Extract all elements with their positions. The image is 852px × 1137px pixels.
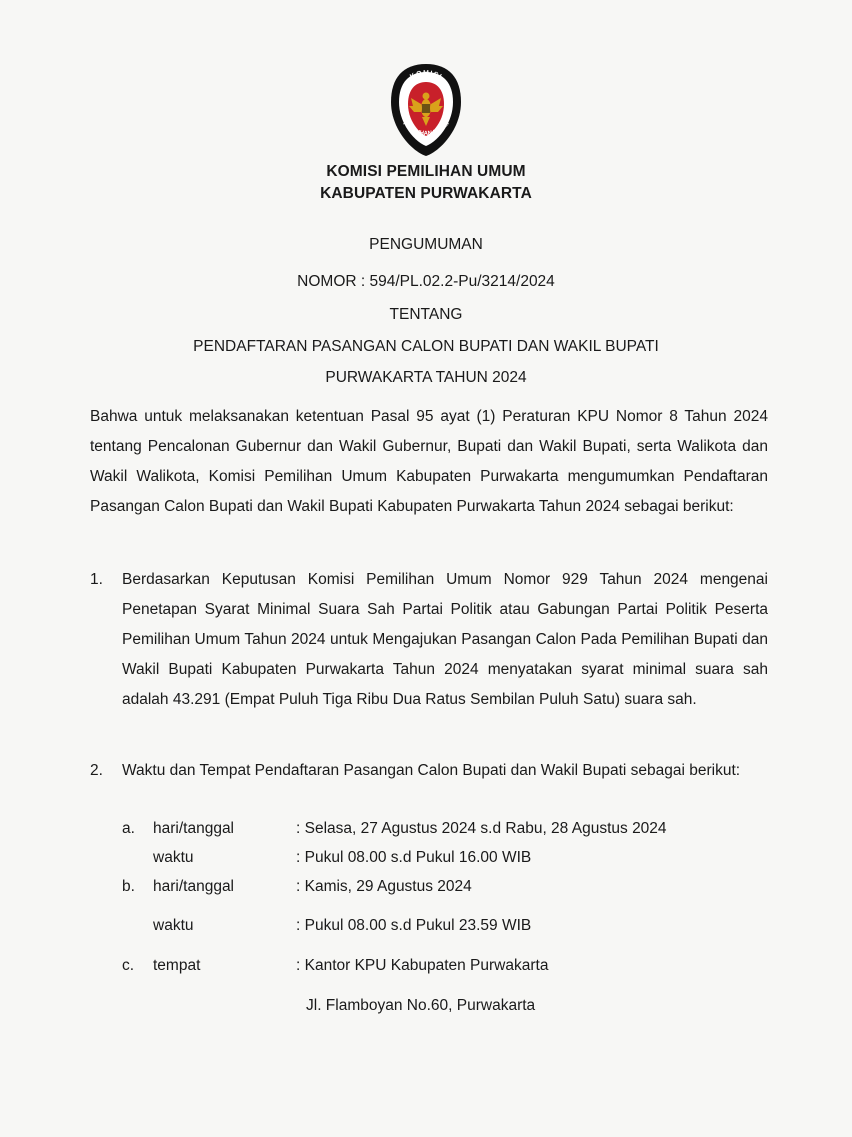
list-item-text: Waktu dan Tempat Pendaftaran Pasangan Calon Bupati dan Wakil Bupati sebagai berikut: [122,762,741,779]
org-name-line2: KABUPATEN PURWAKARTA [320,185,532,202]
doc-subject-line1: PENDAFTARAN PASANGAN CALON BUPATI DAN WAKIL BUPATI [193,338,659,355]
schedule-address: Jl. Flamboyan No.60, Purwakarta [306,997,536,1014]
schedule-value: : Kantor KPU Kabupaten Purwakarta [296,957,549,974]
doc-type: PENGUMUMAN [369,236,483,253]
kpu-logo [387,62,465,158]
schedule-label: tempat [153,957,201,974]
schedule-value: : Kamis, 29 Agustus 2024 [296,878,472,895]
schedule-letter: b. [122,878,135,895]
logo-text-top: KOMISI [409,69,444,82]
list-item-number: 1. [90,571,103,588]
doc-subject-line2: PURWAKARTA TAHUN 2024 [325,369,527,386]
schedule-letter: c. [122,957,135,974]
schedule-label: waktu [153,849,194,866]
doc-about: TENTANG [389,306,463,323]
list-item-number: 2. [90,762,103,779]
list-item [90,565,768,715]
schedule-label: hari/tanggal [153,878,235,895]
schedule-value: : Pukul 08.00 s.d Pukul 16.00 WIB [296,849,532,866]
logo-text-bottom: PEMILIHAN UMUM [401,120,451,138]
schedule-value: : Pukul 08.00 s.d Pukul 23.59 WIB [296,917,532,934]
schedule-value: : Selasa, 27 Agustus 2024 s.d Rabu, 28 Agustus 2024 [296,820,667,837]
org-name-line1: KOMISI PEMILIHAN UMUM [326,163,526,180]
list-item-text: Berdasarkan Keputusan Komisi Pemilihan Umum Nomor 929 Tahun 2024 mengenai Penetapan Syarat Minimal Suara Sah Partai Politik atau Gabungan Partai Politik Peserta Pemilihan Umum Tahun 2024 untuk Mengajukan Pasangan Calon Pada Pemilihan Bupati dan Wakil Bupati Kabupaten Purwakarta Tahun 2024 menyatakan syarat minimal suara sah adalah 43.291 (Empat Puluh Tiga Ribu Dua Ratus Sembilan Puluh Satu) suara sah. [122,571,768,708]
intro-paragraph: Bahwa untuk melaksanakan ketentuan Pasal 95 ayat (1) Peraturan KPU Nomor 8 Tahun 2024 tentang Pencalonan Gubernur dan Wakil Gubernur, Bupati dan Wakil Bupati, serta Walikota dan Wakil Walikota, Komisi Pemilihan Umum Kabupaten Purwakarta mengumumkan Pendaftaran Pasangan Calon Bupati dan Wakil Bupati Kabupaten Purwakarta Tahun 2024 sebagai berikut: [90,408,768,515]
doc-number: NOMOR : 594/PL.02.2-Pu/3214/2024 [297,273,555,290]
list-item [90,756,768,786]
schedule-letter: a. [122,820,135,837]
schedule-label: hari/tanggal [153,820,235,837]
schedule-label: waktu [153,917,194,934]
